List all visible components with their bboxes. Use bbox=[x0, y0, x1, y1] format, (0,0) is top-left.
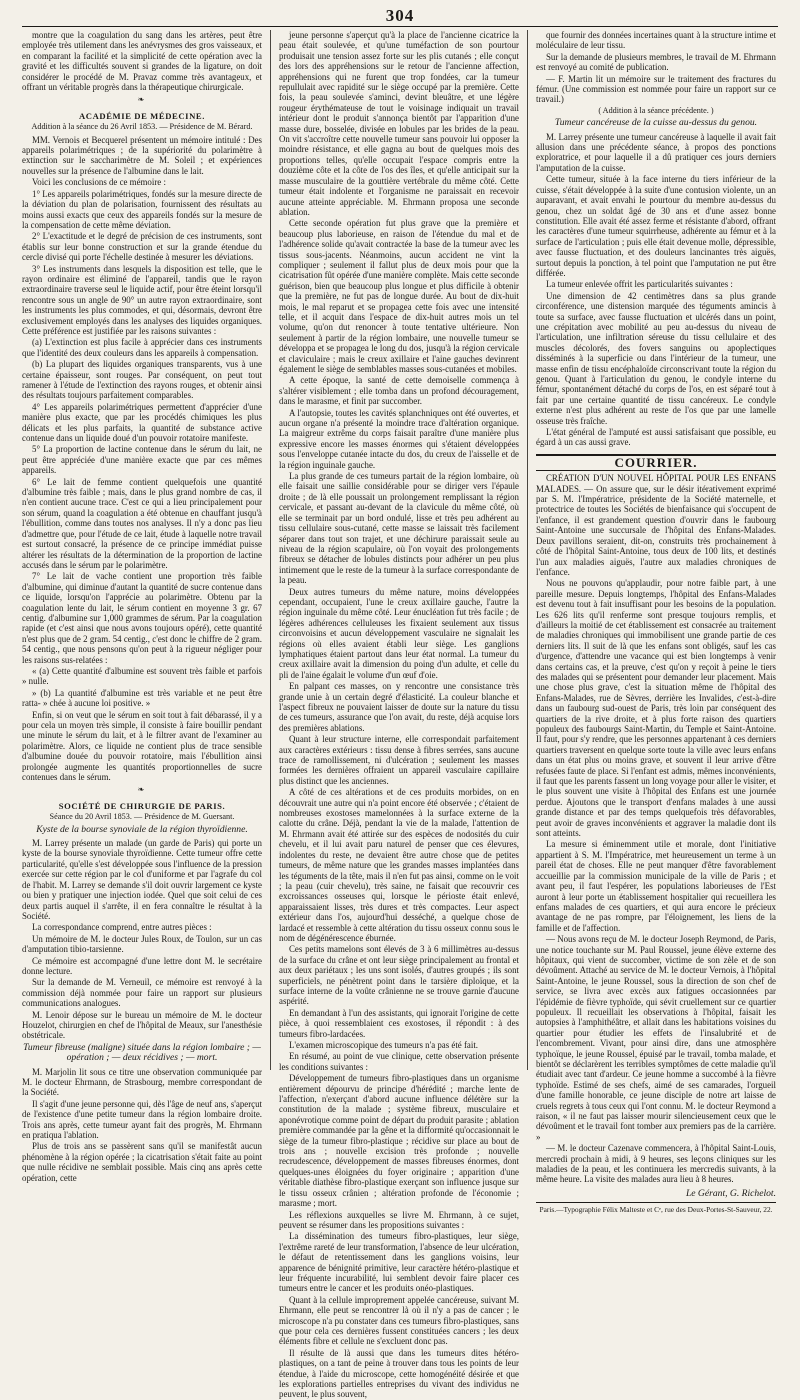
paragraph: montre que la coagulation du sang dans les artères, peut être employée très utilement dans les anévrysmes des gros vaisseaux, et en comparant la facilité et la simplicité de cette opération avec la gravité et les difficultés souvent si grandes de la ligature, on doit considérer le procédé de M. Pravaz comme très avantageux, et offrant un véritable progrès dans la thérapeutique chirurgicale. bbox=[22, 30, 262, 93]
column-divider bbox=[270, 30, 271, 1070]
paragraph: A l'autopsie, toutes les cavités splanchniques ont été ouvertes, et aucun organe n'a présenté la moindre trace d'altération organique. La maigreur extrême du corps faisait paraître d'une manière plus expressive encore les masses énormes qui s'étaient développées sous l'enveloppe cutanée intacte du dos, du creux de l'aisselle et de la région inguinale gauche. bbox=[279, 407, 519, 470]
paragraph: Plus de trois ans se passèrent sans qu'il se manifestât aucun phénomène à la région opérée ; la cicatrisation s'était faite au point que nulle récidive ne semblait possible. Mais cinq ans après cette opération, cette bbox=[22, 1141, 262, 1183]
paragraph: En demandant à l'un des assistants, qui ignorait l'origine de cette pièce, à quoi ressemblaient ces exostoses, il répondit : à des tumeurs fibro-lardacées. bbox=[279, 1007, 519, 1039]
paragraph: Sur la demande de plusieurs membres, le travail de M. Ehrmann est renvoyé au comité de publication. bbox=[536, 51, 776, 73]
paragraph: Ces petits mamelons sont élevés de 3 à 6 millimètres au-dessus de la surface du crâne et ont leur siège principalement au frontal et aux deux pariétaux ; les uns sont isolés, d'autres groupés ; ils sont superficiels, ne pénètrent point dans le tarsière diploïque, et la surface interne de la voûte crânienne ne se trouve garnie d'aucune aspérité. bbox=[279, 944, 519, 1007]
paragraph: La plus grande de ces tumeurs partait de la région lombaire, où elle faisait une saillie considérable pour se diriger vers l'épaule droite ; de là elle poussait un prolongement remplissant la région cervicale, et passant au-devant de la clavicule du même côté, où elle se terminait par un bord ondulé, lisse et très peu adhérent au tissu cellulaire sous-cutané, cette masse se laissait très facilement séparer dans tout son trajet, et une déchirure paraissait seule au niveau de la région scapulaire, où l'on voyait des prolongements fibreux se détacher de lobules distincts pour adhérer un peu plus intimement que le reste de la tumeur à la surface correspondante de la peau. bbox=[279, 471, 519, 586]
column-divider bbox=[527, 30, 528, 1070]
paragraph: En palpant ces masses, on y rencontre une consistance très grande unie à un certain degré d'élasticité. La couleur blanche et l'aspect fibreux ne pouvaient laisser de doute sur la nature du tissu de ces tumeurs, assurance que l'on avait, du reste, déjà acquise lors des premières ablations. bbox=[279, 681, 519, 733]
paragraph: CRÉATION D'UN NOUVEL HÔPITAL POUR LES ENFANS MALADES. — On assure que, sur le désir itérativement exprimé par S. M. l'Impératrice, présidente de la Société maternelle, et protectrice de toutes les Sociétés de bienfaisance qui s'occupent de l'enfance, il est grandement question d'ouvrir dans le faubourg Saint-Antoine une succursale de l'hôpital des Enfans-Malades. Deux pavillons seraient, dit-on, construits très prochainement à côté de l'hôpital Saint-Antoine, tous deux de 100 lits, et destinés l'un aux maladies aiguës, l'autre aux maladies chroniques de l'enfance. bbox=[536, 473, 776, 577]
paragraph: M. Lenoir dépose sur le bureau un mémoire de M. le docteur Houzelot, chirurgien en chef de l'hôpital de Meaux, sur l'anesthésie obstétricale. bbox=[22, 1009, 262, 1041]
paragraph: MM. Vernois et Becquerel présentent un mémoire intitulé : Des appareils polarimétriques ; de la supériorité du polarimètre à extinction sur le saccharimètre de M. Soleil ; et expériences nouvelles sur la présence de l'albumine dans le lait. bbox=[22, 134, 262, 176]
paragraph: La tumeur enlevée offrit les particularités suivantes : bbox=[546, 279, 733, 290]
paragraph: A côté de ces altérations et de ces produits morbides, on en découvrait une autre qui n'a point encore été observée ; c'étaient de nombreuses exostoses mamelonnées à la surface externe de la calotte du crâne. Déjà, pendant la vie de la malade, l'attention de M. Ehrmann avait été attirée sur des espèces de nodosités du cuir chevelu, et il lui avait paru naturel de penser que ces élevures, indolentes du reste, ne devaient être autre chose que de petites tumeurs, de même nature que les grandes masses implantées dans les téguments de la tête, mais il n'en fut pas ainsi, comme on le voit ; la peau (cuir chevelu), très saine, ne faisait que recouvrir ces excroissances osseuses qui, lorsque le périoste était enlevé, apparaissaient lisses, très dures et très compactes. Leur aspect extérieur dans l'os, aujourd'hui desséché, a quelque chose de lardacé et ressemble à cette altération du tissu osseux connu sous le nom de dégénérescence éburnée. bbox=[279, 787, 519, 943]
paragraph: En résumé, au point de vue clinique, cette observation présente les conditions suivantes : bbox=[279, 1051, 519, 1072]
article-title: Tumeur cancéreuse de la cuisse au-dessus du genou. bbox=[554, 117, 758, 129]
paragraph: 4° Les appareils polarimétriques permettent d'apprécier d'une manière plus exacte, que par les procédés chimiques les plus délicats et les plus parfaits, la quantité de substance active contenue dans un liquide doué d'un pouvoir rotatoire manifeste. bbox=[22, 401, 262, 444]
paragraph: Nous ne pouvons qu'applaudir, pour notre faible part, à une pareille mesure. Depuis longtemps, l'hôpital des Enfans-Malades est devenu tout à fait insuffisant pour les besoins de la population. Les 626 lits qu'il renferme sont presque toujours remplis, et d'ailleurs la moitié de cet établissement est consacrée au traitement de maladies chroniques qui immobilisent une grande partie de ces derniers lits. Il suit de là que les enfans sont obligés, sauf les cas d'urgence, d'attendre une vacance qui est bien longtemps à venir dans certains cas, et la preuve, c'est qu'on y reçoit à peine le tiers des malades qui se présentent pour demander leur placement. Mais une chose plus grave, c'est la situation même de l'hôpital des Enfans-Malades, rue de Sèvres, derrière les Invalides, c'est-à-dire dans un faubourg sud-ouest de Paris, très loin par conséquent des quartiers de la rive droite, et à plus forte raison des quartiers populeux des faubourgs Saint-Martin, du Temple et Saint-Antoine. Il faut, pour s'y rendre, que les personnes appartenant à ces derniers quartiers traversent en quelque sorte toute la ville avec leurs enfans dans un état plus ou moins grave, et souvent il leur arrive d'être refusées faute de place. Si l'enfant est admis, mêmes inconvénients, il faut que les parents fassent un long voyage pour aller le visiter, et le plus souvent une visite à l'hôpital des Enfans est une journée perdue. Ajoutons que le transport d'enfans malades à une aussi grande distance et par des temps quelquefois très défavorables, peut avoir de graves inconvénients et aggraver la maladie dont ils sont atteints. bbox=[536, 578, 776, 839]
article-title: Tumeur fibreuse (maligne) située dans la région lombaire ; — opération ; — deux récidives ; — mort. bbox=[23, 1041, 261, 1064]
paragraph: L'état général de l'amputé est aussi satisfaisant que possible, eu égard à un cas aussi grave. bbox=[536, 427, 776, 448]
paragraph: jeune personne s'aperçut qu'à la place de l'ancienne cicatrice la peau était soulevée, et qu'une tuméfaction de son pourtour produisait une tension assez forte sur les plis cutanés ; elle conçut des lors des appréhensions sur le retour de l'ancienne affection, appréhensions qui ne furent que trop fondées, car la tumeur repullulait avec rapidité sur le siège occupé par la première. Cette fois, la peau soulevée s'aminci, devint bleuâtre, et une légère rougeur érythémateuse de tout le voisinage indiquait un travail intérieur dont le produit s'annonça bientôt par l'apparition d'une masse dure, bosselée, divisée en lobules par les brides de la peau. On vit s'accroître cette nouvelle tumeur sans pouvoir lui opposer la moindre résistance, et elle gagna au bout de quelques mois des proportions telles, qu'elle occupait l'espace compris entre la douzième côte et la côte de l'os des îles, et qu'elle anticipait sur la masse musculaire de la gouttière vertébrale du même côté. Cette tumeur était indolente et l'organisme ne paraissait en recevoir aucune atteinte appréciable. M. Ehrmann proposa une seconde ablation. bbox=[279, 30, 519, 217]
section-heading: ACADÉMIE DE MÉDECINE. bbox=[79, 110, 205, 121]
paragraph: Voici les conclusions de ce mémoire : bbox=[32, 177, 166, 188]
paragraph: Une dimension de 42 centimètres dans sa plus grande circonférence, une distension marquée des téguments amincis à toute sa surface, avec fausse fluctuation et ulcérés dans un point, une crépitation avec mobilité au peu au-dessus du niveau de l'articulation, une infiltration séreuse du tissu cellulaire et des muscles décolorés, des fovers sanguins ou apoplectiques disséminés à la superficie ou dans l'intérieur de la tumeur, une masse enfin de tissu encéphaloïde circonscrivant toute la région du genou. Quant à l'articulation du genou, le condyle interne du fémur, spontanément détaché du corps de l'os, en est séparé tout à fait par une certaine quantité de tissu cancéreux. Le condyle externe n'est plus adhérent au reste de l'os que par une lamelle osseuse très fraîche. bbox=[536, 290, 776, 426]
courrier-heading: COURRIER. bbox=[536, 454, 776, 471]
header-rule bbox=[22, 26, 778, 27]
paragraph: (b) La plupart des liquides organiques transparents, vus à une certaine épaisseur, sont rouges. Par conséquent, on peut tout ramener à l'étude de l'extinction des rayons rouges, et obtenir ainsi des résultats toujours parfaitement comparables. bbox=[22, 359, 262, 401]
paragraph: La correspondance comprend, entre autres pièces : bbox=[32, 922, 212, 933]
paragraph: » (b) La quantité d'albumine est très variable et ne peut être ratta- » chée à aucune loi positive. » bbox=[22, 687, 262, 709]
column-middle bbox=[279, 30, 519, 1400]
paragraph: 5° La proportion de lactine contenue dans le sérum du lait, ne peut être appréciée d'une manière exacte que par ces mêmes appareils. bbox=[22, 444, 262, 476]
paragraph: Quant à la cellule improprement appelée cancéreuse, suivant M. Ehrmann, elle peut se rencontrer là où il n'y a pas de cancer ; le microscope n'a pu constater dans ces tumeurs fibro-plastiques, sans que pour cela ces dernières fussent constituées cancers ; les deux éléments fibre et cellule ne s'excluent donc pas. bbox=[279, 1294, 519, 1347]
column-left bbox=[22, 30, 262, 1183]
paragraph: La mesure si éminemment utile et morale, dont l'initiative appartient à S. M. l'Impératrice, met heureusement un terme à un pareil état de choses. Elle ne peut manquer d'être favorablement accueillie par la commission municipale de la ville de Paris ; et avant peu, il faut l'espérer, les populations laborieuses de l'Est auront à leur porte un établissement hospitalier qui recueillera les enfans malades de ces quartiers, et qui aura encore le précieux avantage de ne pas rompre, par l'éloignement, les liens de la famille et de l'affection. bbox=[536, 839, 776, 933]
paragraph: 3° Les instruments dans lesquels la disposition est telle, que le rayon ordinaire est éliminé de l'appareil, tandis que le rayon extraordinaire traverse seul le liquide actif, pour être éteint lorsqu'il rencontre sous un angle de 90° un autre rayon extraordinaire, sont les instruments les plus commodes, et qui, désormais, devront être exclusivement employés dans les analyses des liquides organiques. Cette préférence est justifiée par les raisons suivantes : bbox=[22, 263, 262, 336]
paragraph: que fournir des données incertaines quant à la structure intime et moléculaire de leur tissu. bbox=[536, 30, 776, 51]
paragraph: — Nous avons reçu de M. le docteur Joseph Reymond, de Paris, une notice touchante sur M. Paul Roussel, jeune élève externe des hôpitaux, qui vient de succomber, victime de son zèle et de son dévoûment. Attaché au service de M. le docteur Vernois, à l'hôpital Saint-Antoine, le jeune Roussel, sous la direction de son chef de service, se livra avec excès aux fatigues occasionnées par l'épidémie de fièvre typhoïde, qui sévit cruellement sur ce quartier populeux. Il recueillait les observations à l'hôpital, faisait les autopsies à l'amphithéâtre, et allait dans les habitations voisines du quartier pour étudier les effets de l'insalubrité et de l'encombrement. Vivant, pour ainsi dire, dans une atmosphère typhoïque, le jeune Roussel, épuisé par le travail, tomba malade, et bientôt se déclarèrent les terribles symptômes de cette maladie qu'il étudiait avec tant d'ardeur. Ce jeune homme a succombé à la fièvre typhoïde. Estimé de ses chefs, aimé de ses camarades, l'orgueil d'une famille honorable, ce jeune disciple de notre art laisse de cruels regrets à tous ceux qui l'ont connu. M. le docteur Reymond a raison, « il ne faut pas laisser mourir silencieusement ceux que le dévoûment et le travail font tomber aux premiers pas de la carrière. » bbox=[536, 934, 776, 1142]
page-number: 304 bbox=[385, 6, 415, 25]
paragraph: — M. le docteur Cazenave commencera, à l'hôpital Saint-Louis, mercredi prochain à midi, à 9 heures, ses leçons cliniques sur les maladies de la peau, et les continuera les mercredis suivants, à la même heure. La visite des malades aura lieu à 8 heures. bbox=[536, 1143, 776, 1185]
paragraph: 6° Le lait de femme contient quelquefois une quantité d'albumine très faible ; mais, dans le plus grand nombre de cas, il n'en contient aucune trace. C'est ce qui a lieu principalement pour son sérum, quand la coagulation a été obtenue en chauffant jusqu'à l'ébullition, comme dans toutes nos analyses. Il n'y a donc pas lieu d'admettre que, pour l'étude de ce lait, étude à laquelle notre travail est surtout consacré, la présence de ce principe immédiat puisse altérer les résultats de la détermination de la proportion de lactine accusés dans le sérum par le polarimètre. bbox=[22, 476, 262, 570]
paragraph: M. Larrey présente un malade (un garde de Paris) qui porte un kyste de la bourse synoviale thyroïdienne. Cette tumeur offre cette particularité, qu'elle s'est développée sous l'influence de la pression exercée sur cette région par le col d'uniforme et par l'agrafe du col de l'habit. M. Larrey se demande s'il doit ouvrir largement ce kyste ou bien y pratiquer une injection iodée. Quel que soit celui de ces deux partis auquel il s'arrête, il en fera connaître le résultat à la Société. bbox=[22, 838, 262, 921]
paragraph: Développement de tumeurs fibro-plastiques dans un organisme entièrement dépourvu de principe d'hérédité ; marche lente de l'affection, n'exerçant d'abord aucune influence délétère sur la constitution de la malade ; système fibreux, musculaire et aponévrotique comme point de départ du produit parasite ; ablation première commandée par la gêne et la difformité qu'occasionnait le siège de la tumeur fibro-plastique ; récidive sur place au bout de trois ans ; nouvelle excision très profonde ; nouvelle recrudescence, développement de masses fibreuses énormes, dont quelques-unes éloignées du foyer originaire ; apparition d'une véritable diathèse fibro-plastique exerçant son influence jusque sur le tissu osseux crânien ; altération profonde de l'économie ; marasme ; mort. bbox=[279, 1073, 519, 1209]
section-heading: SOCIÉTÉ DE CHIRURGIE DE PARIS. bbox=[58, 800, 226, 811]
paragraph: A cette époque, la santé de cette demoiselle commença à s'altérer visiblement ; elle tomba dans un profond découragement, dans le marasme, et finit par succomber. bbox=[279, 375, 519, 407]
section-subheading: Addition à la séance du 26 Avril 1853. — Présidence de M. Bérard. bbox=[31, 122, 253, 132]
paragraph: 1° Les appareils polarimétriques, fondés sur la mesure directe de la déviation du plan de polarisation, fournissent des résultats au moins aussi exacts que ceux des appareils fondés sur la mesure de la compensation de cette même déviation. bbox=[22, 188, 262, 230]
section-subheading: ( Addition à la séance précédente. ) bbox=[598, 105, 714, 115]
paragraph: L'examen microscopique des tumeurs n'a pas été fait. bbox=[289, 1040, 479, 1050]
ornament: ❧ bbox=[137, 95, 147, 105]
ornament: ❧ bbox=[137, 785, 147, 795]
paragraph: Sur la demande de M. Verneuil, ce mémoire est renvoyé à la commission déjà nommée pour faire un rapport sur plusieurs communications analogues. bbox=[22, 977, 262, 1009]
paragraph: Il résulte de là aussi que dans les tumeurs dites hétéro-plastiques, on a tant de peine à trouver dans tous les points de leur étendue, à l'aide du microscope, cette homogénéité désirée et que les explorations partielles entreprises du vivant des individus ne peuvent, le plus souvent, bbox=[279, 1347, 519, 1400]
column-right bbox=[536, 30, 776, 1215]
paragraph: Il s'agit d'une jeune personne qui, dès l'âge de neuf ans, s'aperçut de l'existence d'une petite tumeur dans la région lombaire droite. Trois ans après, cette tumeur ayant fait des progrès, M. Ehrmann en pratiqua l'ablation. bbox=[22, 1098, 262, 1141]
paragraph: Deux autres tumeurs du même nature, moins développées cependant, occupaient, l'une le creux axillaire gauche, l'autre la région inguinale du même côté. Leur énucléation fut très facile ; de légères adhérences celluleuses les fixaient seulement aux tissus circonvoisins et aucun développement vasculaire ne signalait les régions où elles avaient établi leur siège. Les ganglions lymphatiques étaient partout dans leur état normal. La tumeur du creux axillaire avait la dimension du poing d'un adulte, et celle du pli de l'aine égalait le volume d'un œuf d'oie. bbox=[279, 586, 519, 680]
article-title: Kyste de la bourse synoviale de la région thyroïdienne. bbox=[36, 823, 248, 835]
paragraph: M. Larrey présente une tumeur cancéreuse à laquelle il avait fait allusion dans une précédente séance, à propos des ponctions exploratrice, et pour laquelle il a dû pratiquer ces jours derniers l'amputation de la cuisse. bbox=[536, 131, 776, 173]
paragraph: « (a) Cette quantité d'albumine est souvent très faible et parfois » nulle. bbox=[22, 665, 262, 687]
paragraph: M. Marjolin lit sous ce titre une observation communiquée par M. le docteur Ehrmann, de Strasbourg, membre correspondant de la Société. bbox=[22, 1066, 262, 1098]
printer-imprint: Paris.—Typographie Félix Malteste et Cᵉ, rue des Deux-Portes-St-Sauveur, 22. bbox=[536, 1202, 776, 1215]
paragraph: La dissémination des tumeurs fibro-plastiques, leur siège, l'extrême rareté de leur transformation, l'absence de leur ulcération, le défaut de retentissement dans les ganglions voisins, leur apparence de bénignité primitive, leur caractère hétéro-plastique et leur fréquente incurabilité, lui semblent devoir faire placer ces tumeurs entre le cancer et les produits onéo-plastiques. bbox=[279, 1231, 519, 1294]
paragraph: Cette seconde opération fut plus grave que la première et beaucoup plus laborieuse, en raison de l'étendue du mal et de l'adhérence solide qu'avait contractée la base de la tumeur avec les tissus sous-jacents. Néanmoins, aucun accident ne vint la compliquer ; seulement il fallut plus de deux mois pour que la cicatrisation fût opérée d'une manière complète. Mais cette seconde guérison, bien que beaucoup plus longue et plus difficile à obtenir que la première, ne fut pas de longue durée. Au bout de dix-huit mois, le mal reparut et se propagea cette fois avec une intensité telle, et il acquit dans l'espace de dix-huit autres mois un tel volume, qu'on dut renoncer à toute tentative ultérieure. Non seulement à partir de la région lombaire, une nouvelle tumeur se développa et se propagea le long du dos, jusqu'à la région cervicale et claviculaire ; mais le creux axillaire et l'aine gauches devinrent également le siège de semblables masses sous-cutanées et mobiles. bbox=[279, 218, 519, 374]
paragraph: Cette tumeur, située à la face interne du tiers inférieur de la cuisse, s'était développée à la suite d'une contusion violente, un an auparavant, et avait envahi le pourtour du membre au-dessus du genou, chez un soldat âgé de 30 ans et d'une assez bonne constitution. Elle avait été assez ferme et résistante d'abord, offrant les caractères d'une tumeur squirrheuse, adhérente au fémur et à la surface de l'articulation ; puis elle était devenue molle, dépressible, avec fausse fluctuation, et des douleurs lancinantes très aiguës, surtout depuis la ponction, à tel point que l'amputation ne put être différée. bbox=[536, 174, 776, 278]
paragraph: Quant à leur structure interne, elle correspondait parfaitement aux caractères extérieurs : tissu dense à fibres serrées, sans aucune trace de ramollissement, ni d'ulcération ; seulement les masses formées les dernières offraient un appareil vasculaire capillaire plus distinct que les anciennes. bbox=[279, 734, 519, 786]
section-subheading: Séance du 20 Avril 1853. — Présidence de M. Guersant. bbox=[49, 812, 235, 822]
signature-line: Le Gérant, G. Richelot. bbox=[685, 1187, 776, 1199]
paragraph: — F. Martin lit un mémoire sur le traitement des fractures du fémur. (Une commission est nommée pour faire un rapport sur ce travail.) bbox=[536, 73, 776, 105]
paragraph: Les réflexions auxquelles se livre M. Ehrmann, à ce sujet, peuvent se résumer dans les propositions suivantes : bbox=[279, 1209, 519, 1230]
paragraph: Ce mémoire est accompagné d'une lettre dont M. le secrétaire donne lecture. bbox=[22, 955, 262, 976]
paragraph: 7° Le lait de vache contient une proportion très faible d'albumine, qui diminue d'autant la quantité de sucre contenue dans ce liquide, lorsqu'on l'apprécie au polarimètre. Obtenu par la coagulation lente du lait, le sérum contient en moyenne 3 gr. 67 centig. d'albumine sur 1,000 grammes de sérum. Par la coagulation rapide (et c'est ainsi que nous avons toujours opéré), cette quantité n'est plus que de 2 gram. 54 centig., c'est donc le chiffre de 2 gram. 54 centig., que nous pensons qu'on peut à la rigueur négliger pour les raisons sus-relatées : bbox=[22, 571, 262, 665]
paragraph: 2° L'exactitude et le degré de précision de ces instruments, sont établis sur leur bonne construction et sur la grande étendue du cercle divisé qui porte l'échelle destinée à mesurer les déviations. bbox=[22, 231, 262, 263]
paragraph: Enfin, si on veut que le sérum en soit tout à fait débarassé, il y a pour cela un moyen très simple, il consiste à faire bouillir pendant une minute le sérum du lait, et à le filtrer avant de l'examiner au polarimètre. Alors, ce liquide ne contient plus de trace sensible d'albumine douée du pouvoir rotatoire, mais l'ébullition ainsi prolongée augmente les quantités proportionnelles de sucre contenues dans le sérum. bbox=[22, 709, 262, 783]
paragraph: (a) L'extinction est plus facile à apprécier dans ces instruments que l'identité des deux couleurs dans les appareils à compensation. bbox=[22, 337, 262, 358]
paragraph: Un mémoire de M. le docteur Jules Roux, de Toulon, sur un cas d'amputation tibio-tarsienne. bbox=[22, 933, 262, 955]
